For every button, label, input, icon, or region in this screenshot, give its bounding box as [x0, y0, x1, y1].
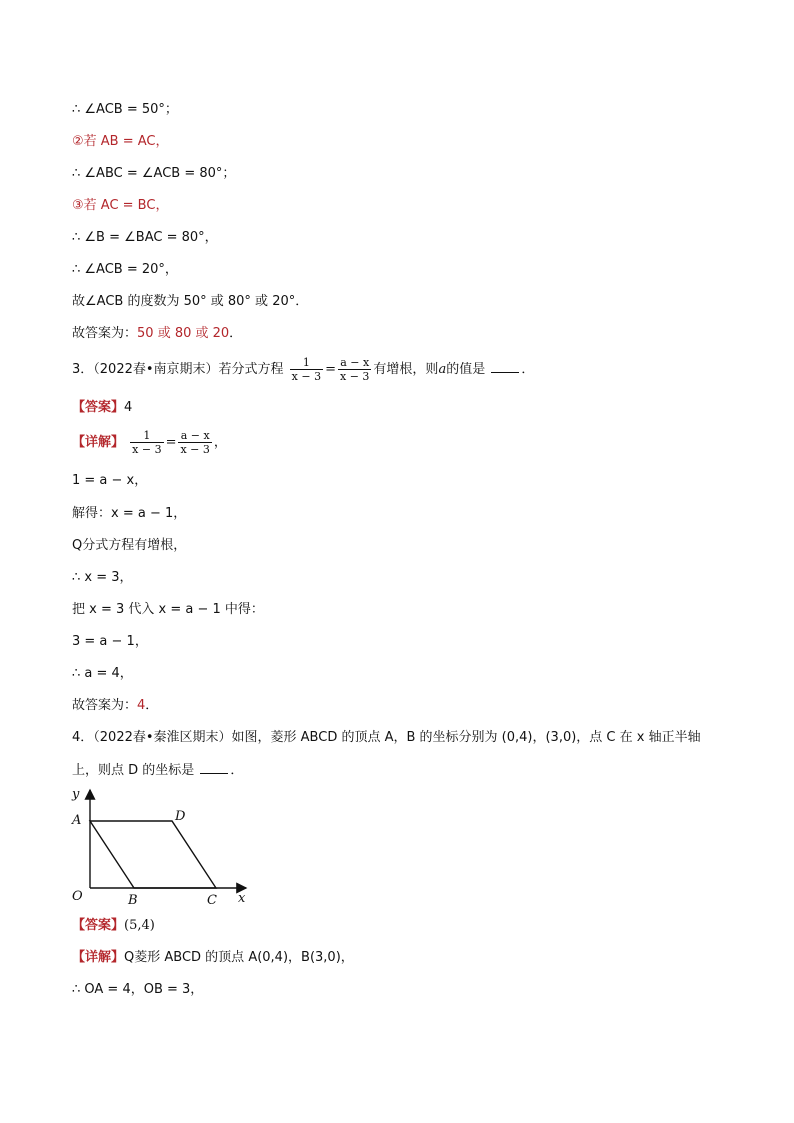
q3-detail-fraction-left [130, 429, 163, 456]
fraction-denominator: x − 3 [340, 370, 370, 383]
rhombus-figure [66, 786, 266, 911]
q3-stem-prefix: 3．（2022春•南京期末）若分式方程 [72, 362, 284, 377]
answer-value: 4 [124, 400, 133, 415]
comma: ， [213, 435, 227, 450]
rhombus-abcd [90, 821, 216, 888]
answer-value: 4 [137, 698, 146, 713]
origin-label: O [72, 889, 83, 904]
solution-line: 3 = a − 1， [72, 634, 148, 649]
solution-line: ∴ ∠ABC = ∠ACB = 80°； [72, 166, 236, 181]
solution-line: 解得：x = a − 1， [72, 506, 187, 521]
question-3-stem [72, 355, 534, 385]
equals-sign: = [165, 435, 177, 450]
solution-line: ∴ ∠ACB = 50°； [72, 102, 178, 117]
solution-line: ∴ ∠ACB = 20°， [72, 262, 178, 277]
answer-line [72, 325, 242, 343]
case-heading: ③若 AC = BC， [72, 198, 169, 213]
fraction-numerator: a − x [338, 356, 371, 370]
solution-line: 把 x = 3 代入 x = a − 1 中得： [72, 602, 264, 617]
question-4-stem-line2 [72, 761, 243, 780]
detail-tag: 【详解】 [72, 950, 125, 965]
q3-fraction-left [290, 356, 323, 383]
answer-prefix: 故答案为： [72, 326, 138, 341]
solution-line: ∴ ∠B = ∠BAC = 80°， [72, 230, 218, 245]
answer-value: (5,4) [124, 918, 155, 933]
detail-tag: 【详解】 [72, 435, 125, 450]
y-axis-label: y [72, 787, 80, 802]
answer-line [72, 697, 158, 715]
fraction-denominator: x − 3 [180, 443, 210, 456]
q4-stem-prefix: 上，则点 D 的坐标是 [72, 763, 195, 778]
solution-line: Q分式方程有增根， [72, 538, 187, 553]
fraction-denominator: x − 3 [132, 443, 162, 456]
vertex-b-label: B [128, 893, 138, 908]
fraction-numerator: a − x [178, 429, 211, 443]
answer-suffix: ． [229, 326, 243, 341]
fraction-numerator: 1 [130, 429, 163, 443]
q3-stem-end: 的值是 [446, 362, 486, 377]
detail-text: Q菱形 ABCD 的顶点 A(0,4)，B(3,0)， [124, 950, 354, 965]
answer-blank [491, 360, 519, 373]
solution-conclusion: 故∠ACB 的度数为 50° 或 80° 或 20°． [72, 294, 309, 309]
vertex-a-label: A [72, 813, 82, 828]
vertex-d-label: D [175, 809, 186, 824]
x-axis-label: x [238, 891, 246, 906]
vertex-c-label: C [207, 893, 217, 908]
q4-period: ． [230, 763, 244, 778]
solution-line: 1 = a − x， [72, 473, 148, 488]
q3-period: ． [521, 362, 535, 377]
equals-sign: = [325, 362, 336, 377]
answer-prefix: 故答案为： [72, 698, 138, 713]
q4-answer [72, 917, 155, 935]
answer-value: 50 或 80 或 20 [137, 326, 230, 341]
q3-answer [72, 399, 132, 417]
solution-line: ∴ x = 3， [72, 570, 133, 585]
answer-tag: 【答案】 [72, 918, 125, 933]
answer-tag: 【答案】 [72, 400, 125, 415]
q3-detail-header [72, 426, 227, 460]
q3-fraction-right [338, 356, 371, 383]
q3-stem-suffix: 有增根，则 [373, 362, 439, 377]
q4-detail-line1 [72, 949, 354, 967]
fraction-denominator: x − 3 [291, 370, 322, 383]
case-heading: ②若 AB = AC， [72, 134, 169, 149]
q3-detail-fraction-right [178, 429, 211, 456]
answer-suffix: ． [145, 698, 159, 713]
answer-blank [200, 761, 228, 774]
fraction-numerator: 1 [290, 356, 323, 370]
question-4-stem-line1: 4．（2022春•秦淮区期末）如图，菱形 ABCD 的顶点 A，B 的坐标分别为 (0,4)，(3,0)，点 C 在 x 轴正半轴 [72, 730, 701, 745]
solution-line: ∴ OA = 4，OB = 3， [72, 982, 204, 997]
solution-line: ∴ a = 4， [72, 666, 133, 681]
q3-variable: a [438, 362, 447, 377]
